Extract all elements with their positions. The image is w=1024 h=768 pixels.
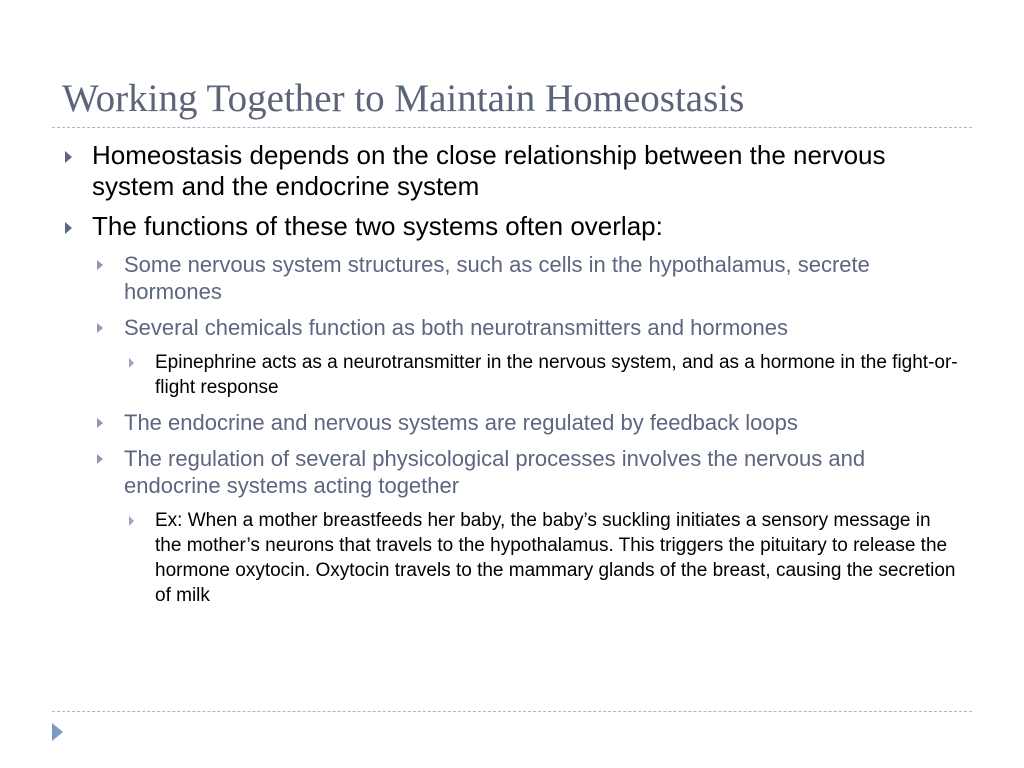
triangle-bullet-icon [65,151,72,163]
triangle-bullet-icon [97,260,103,270]
sub-sub-bullet-item [62,350,962,400]
triangle-bullet-icon [97,418,103,428]
sub-bullet-item [62,251,962,305]
sub-bullet-text: The regulation of several physicological processes involves the nervous and endocrine systems acting together [124,446,866,498]
title-divider [52,127,972,128]
triangle-bullet-icon [97,454,103,464]
bullet-item [62,140,962,202]
triangle-bullet-icon [65,222,72,234]
sub-sub-bullet-text: Epinephrine acts as a neurotransmitter in the nervous system, and as a hormone in the fight-or-flight response [155,352,958,398]
sub-bullet-item [62,409,962,436]
sub-sub-bullet-item [62,508,962,608]
bullet-text: Homeostasis depends on the close relationship between the nervous system and the endocrine system [92,140,886,201]
sub-bullet-item [62,445,962,499]
footer-divider [52,711,972,712]
bullet-text: The functions of these two systems often overlap: [92,211,663,241]
slide-title: Working Together to Maintain Homeostasis [62,77,745,120]
sub-sub-bullet-text: Ex: When a mother breastfeeds her baby, the baby’s suckling initiates a sensory message in the mother’s neurons that travels to the hypothalamus. This triggers the pituitary to release the hormone oxytocin. Oxytocin travels to the mammary glands of the breast, causing the secretion of milk [155,510,956,606]
sub-bullet-text: Several chemicals function as both neurotransmitters and hormones [124,315,789,340]
triangle-bullet-icon [97,323,103,333]
sub-bullet-text: Some nervous system structures, such as cells in the hypothalamus, secrete hormones [124,252,870,304]
slide-body [62,140,962,617]
bullet-list [62,140,962,608]
sub-bullet-item [62,314,962,341]
next-slide-arrow-icon[interactable] [52,723,63,741]
sub-bullet-text: The endocrine and nervous systems are regulated by feedback loops [124,410,798,435]
triangle-bullet-icon [129,358,134,368]
triangle-bullet-icon [129,516,134,526]
bullet-item [62,211,962,242]
